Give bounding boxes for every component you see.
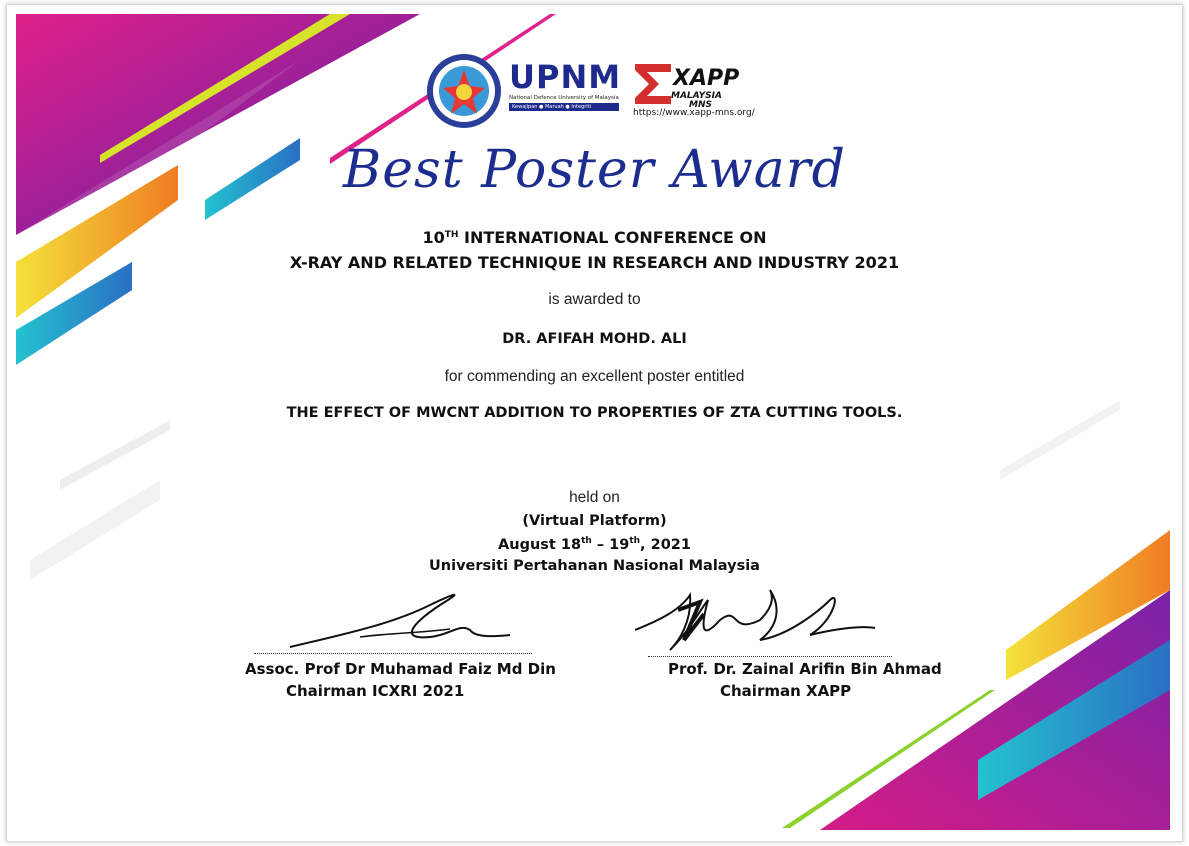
logo-row	[425, 50, 765, 130]
xapp-url: https://www.xapp-mns.org/	[633, 108, 755, 118]
xapp-name: XAPP	[673, 66, 740, 91]
signatory-2-name: Prof. Dr. Zainal Arifin Bin Ahmad	[668, 660, 942, 678]
conference-line-1-text: INTERNATIONAL CONFERENCE ON	[458, 228, 767, 247]
conference-line-2: X-RAY AND RELATED TECHNIQUE IN RESEARCH AND INDUSTRY 2021	[289, 253, 900, 272]
upnm-logo	[509, 60, 621, 111]
for-text: for commending an excellent poster entitled	[444, 368, 745, 385]
xapp-sub-line1: MALAYSIA	[671, 91, 722, 101]
date-part-3: , 2021	[640, 537, 691, 553]
date-part-2: – 19	[591, 537, 630, 553]
awarded-to-text: is awarded to	[548, 291, 641, 308]
conference-line-1	[0, 228, 1189, 247]
xapp-logo	[633, 62, 773, 126]
date-part-1: August 18	[498, 537, 582, 553]
event-date	[0, 536, 1189, 553]
xapp-sigma-icon	[633, 62, 673, 106]
upnm-seal-icon	[425, 52, 503, 130]
upnm-motto: Kewajipan ● Maruah ● Integriti	[509, 103, 619, 111]
signatory-1-role: Chairman ICXRI 2021	[286, 682, 465, 700]
signatory-1-name: Assoc. Prof Dr Muhamad Faiz Md Din	[245, 660, 556, 678]
date-sup-2: th	[629, 536, 641, 546]
signature-line-2	[648, 656, 892, 657]
signature-1-image	[280, 585, 520, 655]
signature-line-1	[254, 653, 532, 654]
upnm-name: UPNM	[509, 58, 622, 96]
poster-title: THE EFFECT OF MWCNT ADDITION TO PROPERTIES OF ZTA CUTTING TOOLS.	[286, 405, 903, 421]
conference-number: 10	[422, 228, 445, 247]
conference-number-suffix: TH	[444, 230, 459, 240]
recipient-name: DR. AFIFAH MOHD. ALI	[502, 331, 687, 347]
held-on-text: held on	[569, 489, 620, 506]
signature-2-image	[630, 580, 890, 665]
signatory-2-role: Chairman XAPP	[720, 682, 852, 700]
upnm-full-name: National Defence University of Malaysia	[509, 95, 619, 101]
xapp-sub-line2: MNS	[689, 100, 712, 110]
platform-text: (Virtual Platform)	[522, 513, 667, 529]
venue-text: Universiti Pertahanan Nasional Malaysia	[429, 558, 760, 574]
award-title: Best Poster Award	[343, 140, 846, 200]
date-sup-1: th	[581, 536, 592, 546]
